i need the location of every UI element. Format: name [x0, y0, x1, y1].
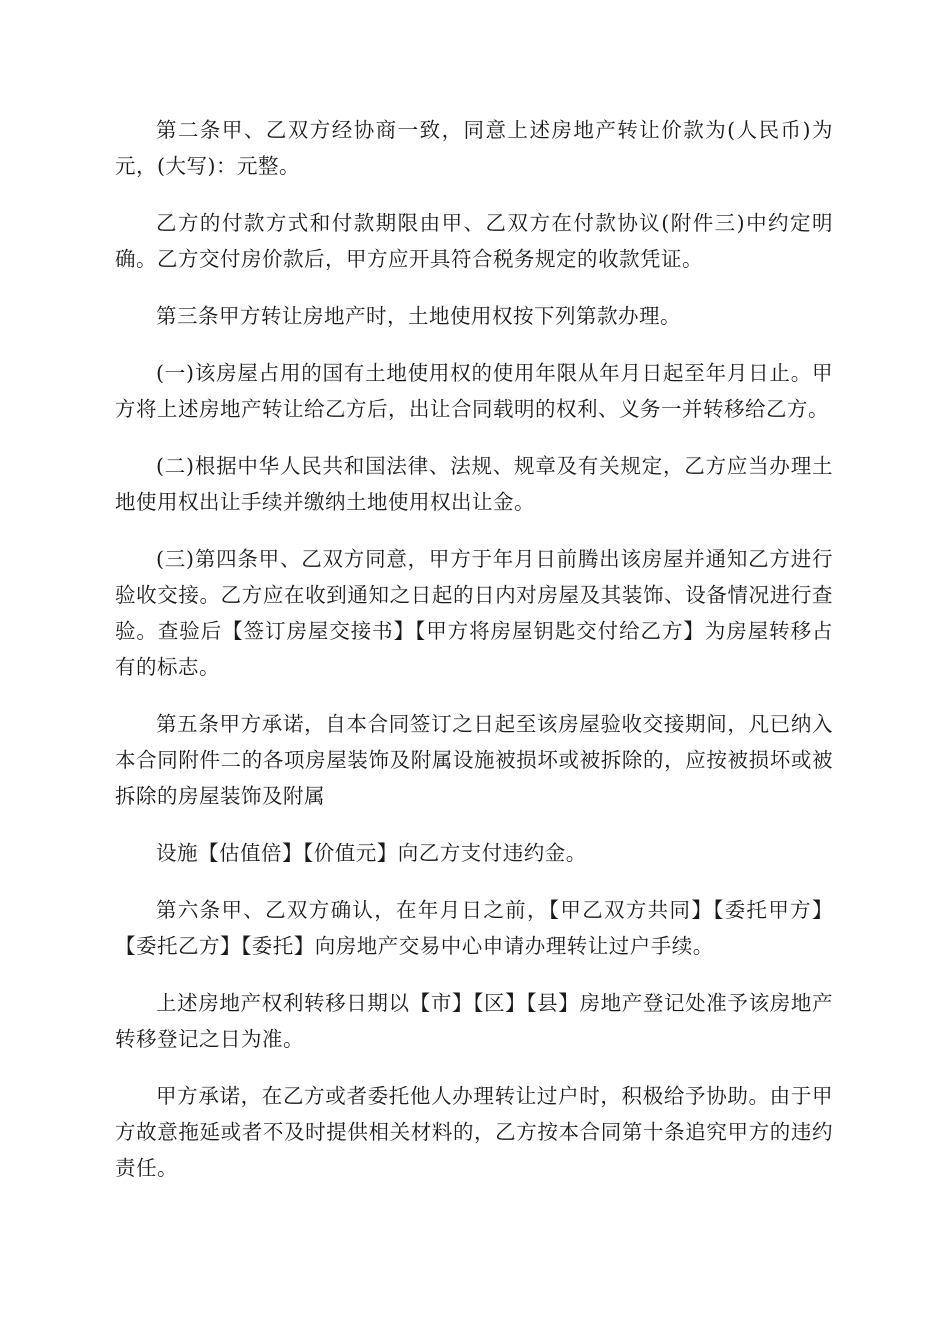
paragraph-transfer-date: 上述房地产权利转移日期以【市】【区】【县】房地产登记处准予该房地产转移登记之日为准。	[115, 991, 833, 1051]
paragraph-clause-1: (一)该房屋占用的国有土地使用权的使用年限从年月日起至年月日止。甲方将上述房地产转让给乙方后，出让合同载明的权利、义务一并转移给乙方。	[115, 361, 833, 421]
paragraph-article-3: 第三条甲方转让房地产时，土地使用权按下列第款办理。	[156, 304, 681, 328]
paragraph-article-2: 第二条甲、乙双方经协商一致，同意上述房地产转让价款为(人民币)为元，(大写)：元整。	[115, 118, 833, 178]
contract-body	[115, 112, 833, 1207]
paragraph-penalty: 设施【估值倍】【价值元】向乙方支付违约金。	[156, 841, 587, 865]
paragraph-payment-terms: 乙方的付款方式和付款期限由甲、乙双方在付款协议(附件三)中约定明确。乙方交付房价款后，甲方应开具符合税务规定的收款凭证。	[115, 211, 833, 271]
paragraph-clause-2: (二)根据中华人民共和国法律、法规、规章及有关规定，乙方应当办理土地使用权出让手续并缴纳土地使用权出让金。	[115, 454, 833, 514]
paragraph-article-6: 第六条甲、乙双方确认，在年月日之前，【甲乙双方共同】【委托甲方】【委托乙方】【委托】向房地产交易中心申请办理转让过户手续。	[115, 898, 833, 958]
paragraph-article-5: 第五条甲方承诺，自本合同签订之日起至该房屋验收交接期间，凡已纳入本合同附件二的各项房屋装饰及附属设施被损坏或被拆除的，应按被损坏或被拆除的房屋装饰及附属	[115, 712, 833, 808]
paragraph-clause-3-article-4: (三)第四条甲、乙双方同意，甲方于年月日前腾出该房屋并通知乙方进行验收交接。乙方应在收到通知之日起的日内对房屋及其装饰、设备情况进行查验。查验后【签订房屋交接书】【甲方将房屋钥匙交付给乙方】为房屋转移占有的标志。	[115, 547, 833, 679]
paragraph-assistance: 甲方承诺，在乙方或者委托他人办理转让过户时，积极给予协助。由于甲方故意拖延或者不及时提供相关材料的，乙方按本合同第十条追究甲方的违约责任。	[115, 1084, 833, 1180]
